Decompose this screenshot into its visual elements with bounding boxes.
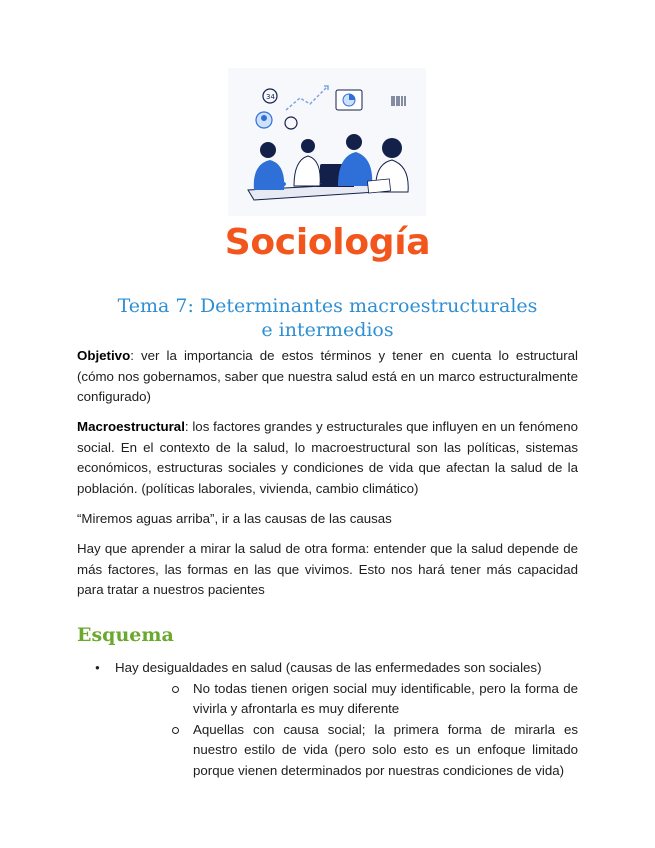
macroestructural-text: : los factores grandes y estructurales que influyen en un fenómeno social. En el contexto de la salud, lo macroestructural son las políticas, sistemas económicos, estructuras sociales y condiciones de vida que afectan la salud de la población. (políticas laborales, vivienda, cambio climático) (77, 419, 578, 496)
objective-label: Objetivo (77, 348, 131, 363)
svg-text:34: 34 (266, 93, 275, 101)
page-title: Sociología (224, 222, 431, 263)
esquema-heading: Esquema (77, 624, 174, 646)
sub-list-item: No todas tienen origen social muy identificable, pero la forma de vivirla y afrontarla es muy diferente (115, 679, 578, 720)
list-item (77, 658, 578, 781)
aprender-paragraph: Hay que aprender a mirar la salud de otra forma: entender que la salud depende de más factores, las formas en las que vivimos. Esto nos hará tener más capacidad para tratar a nuestros pacientes (77, 541, 578, 597)
list-item-text: Hay desigualdades en salud (causas de las enfermedades son sociales) (115, 660, 542, 675)
page-subtitle: Tema 7: Determinantes macroestructurales e intermedios (117, 295, 538, 341)
sub-list-item: Aquellas con causa social; la primera forma de mirarla es nuestro estilo de vida (pero solo esto es un enfoque limitado porque vienen determinados por nuestras condiciones de vida) (115, 720, 578, 782)
macroestructural-paragraph (77, 417, 578, 499)
esquema-list (77, 658, 578, 781)
teamwork-illustration (228, 68, 426, 216)
objective-text: : ver la importancia de estos términos y tener en cuenta lo estructural (cómo nos gobernamos, saber que nuestra salud está en un marco estructuralmente configurado) (77, 348, 578, 404)
quote-paragraph: “Miremos aguas arriba”, ir a las causas de las causas (77, 511, 392, 526)
document-sheet (367, 179, 390, 193)
coffee-cup-icon (274, 181, 286, 187)
objective-paragraph (77, 346, 578, 408)
macroestructural-label: Macroestructural (77, 419, 185, 434)
sub-list (115, 679, 578, 782)
